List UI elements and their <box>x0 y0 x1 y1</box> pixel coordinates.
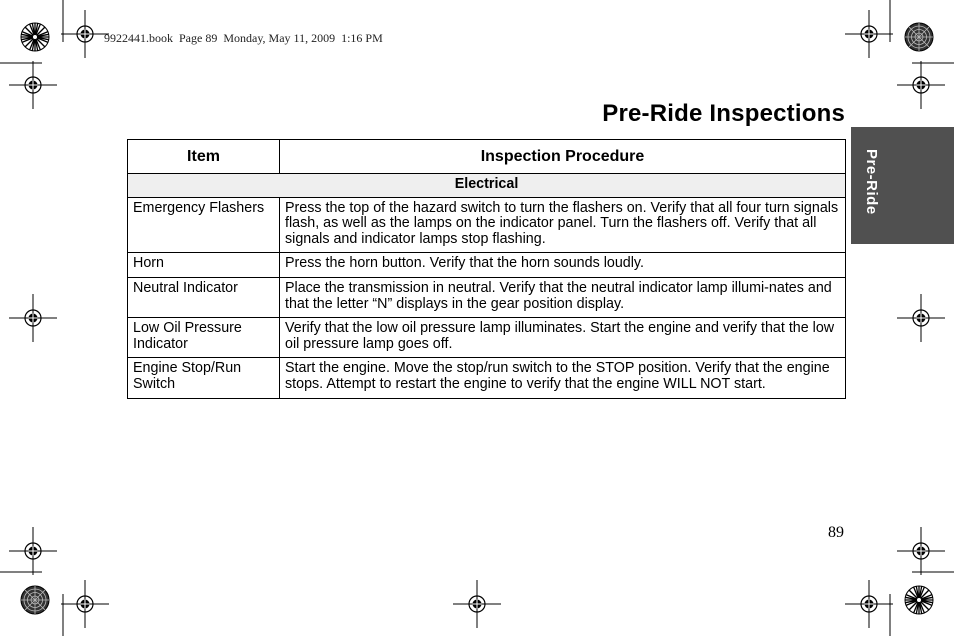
procedure-cell: Press the horn button. Verify that the horn sounds loudly. <box>280 253 846 278</box>
item-cell: Engine Stop/Run Switch <box>128 358 280 398</box>
section-side-tab <box>851 127 954 244</box>
table-row <box>128 277 846 317</box>
procedure-cell: Start the engine. Move the stop/run switch to the STOP position. Verify that the engine stops. Attempt to restart the engine to verify that the engine WILL NOT start. <box>280 358 846 398</box>
item-cell: Low Oil Pressure Indicator <box>128 318 280 358</box>
side-tab-label: Pre-Ride <box>863 149 880 215</box>
column-header-procedure: Inspection Procedure <box>280 140 846 174</box>
page-number: 89 <box>828 524 844 541</box>
table-row <box>128 318 846 358</box>
item-cell: Emergency Flashers <box>128 197 280 253</box>
section-row-electrical <box>128 174 846 198</box>
table-row <box>128 253 846 278</box>
page-title: Pre-Ride Inspections <box>602 100 845 127</box>
section-label: Electrical <box>128 174 846 198</box>
table-row <box>128 197 846 253</box>
column-header-item: Item <box>128 140 280 174</box>
item-cell: Neutral Indicator <box>128 277 280 317</box>
procedure-cell: Press the top of the hazard switch to turn the flashers on. Verify that all four turn signals flash, as well as the lamps on the indicator panel. Turn the flashers off. Verify that all signals and indicator lamps stop flashing. <box>280 197 846 253</box>
book-header-info: 9922441.book Page 89 Monday, May 11, 2009 1:16 PM <box>104 31 383 45</box>
item-cell: Horn <box>128 253 280 278</box>
procedure-cell: Verify that the low oil pressure lamp illuminates. Start the engine and verify that the low oil pressure lamp goes off. <box>280 318 846 358</box>
table-row <box>128 358 846 398</box>
inspection-table <box>127 139 846 399</box>
table-header-row <box>128 140 846 174</box>
procedure-cell: Place the transmission in neutral. Verify that the neutral indicator lamp illumi-nates and that the letter “N” displays in the gear position display. <box>280 277 846 317</box>
